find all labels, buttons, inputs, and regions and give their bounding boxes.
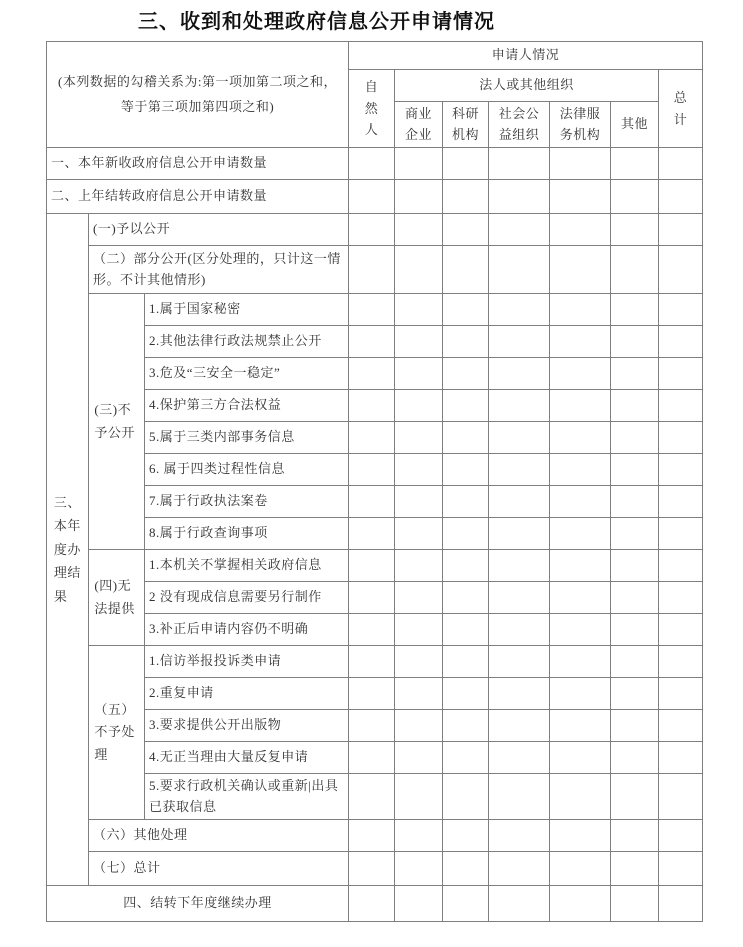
note-line-1: (本列数据的勾稽关系为:第一项加第二项之和， xyxy=(58,73,337,89)
data-cell xyxy=(443,358,489,390)
data-cell xyxy=(395,518,443,550)
data-cell xyxy=(550,678,611,710)
data-cell xyxy=(443,646,489,678)
row-label-granted: (一)予以公开 xyxy=(89,214,349,246)
data-cell xyxy=(349,550,395,582)
data-cell xyxy=(443,550,489,582)
data-cell xyxy=(489,390,550,422)
data-cell xyxy=(395,742,443,774)
data-cell xyxy=(395,582,443,614)
note-cell xyxy=(47,42,349,148)
data-cell xyxy=(659,582,703,614)
data-cell xyxy=(443,246,489,294)
data-cell xyxy=(395,614,443,646)
table-row xyxy=(47,486,703,518)
data-cell xyxy=(550,820,611,852)
data-cell xyxy=(659,246,703,294)
table-row xyxy=(47,246,703,294)
table-row xyxy=(47,180,703,214)
table-row xyxy=(47,454,703,486)
data-cell xyxy=(550,646,611,678)
data-cell xyxy=(489,582,550,614)
data-cell xyxy=(611,742,659,774)
data-cell xyxy=(489,358,550,390)
table-row xyxy=(47,294,703,326)
data-cell xyxy=(611,886,659,922)
data-cell xyxy=(443,390,489,422)
data-cell xyxy=(611,678,659,710)
data-cell xyxy=(349,710,395,742)
row-label-unable-item: 1.本机关不掌握相关政府信息 xyxy=(145,550,349,582)
data-cell xyxy=(489,454,550,486)
data-cell xyxy=(349,678,395,710)
data-cell xyxy=(611,214,659,246)
data-cell xyxy=(611,358,659,390)
data-cell xyxy=(349,422,395,454)
data-cell xyxy=(550,614,611,646)
data-cell xyxy=(659,358,703,390)
data-cell xyxy=(550,454,611,486)
data-cell xyxy=(550,550,611,582)
data-cell xyxy=(349,454,395,486)
row-label-subtotal: （七）总计 xyxy=(89,852,349,886)
data-cell xyxy=(489,886,550,922)
data-cell xyxy=(349,486,395,518)
data-cell xyxy=(550,710,611,742)
col-header-applicant-status: 申请人情况 xyxy=(349,42,703,70)
data-cell xyxy=(611,710,659,742)
data-cell xyxy=(349,326,395,358)
data-cell xyxy=(550,742,611,774)
data-cell xyxy=(349,852,395,886)
data-cell xyxy=(611,852,659,886)
row-label-unable-item: 3.补正后申请内容仍不明确 xyxy=(145,614,349,646)
data-cell xyxy=(443,886,489,922)
data-cell xyxy=(659,422,703,454)
data-cell xyxy=(550,582,611,614)
data-cell xyxy=(443,294,489,326)
data-cell xyxy=(443,518,489,550)
data-cell xyxy=(443,742,489,774)
data-cell xyxy=(550,390,611,422)
data-cell xyxy=(489,820,550,852)
data-cell xyxy=(349,246,395,294)
data-cell xyxy=(550,486,611,518)
row-label-refused-item: 6. 属于四类过程性信息 xyxy=(145,454,349,486)
group-label-refused: (三)不予公开 xyxy=(89,294,145,550)
data-cell xyxy=(611,646,659,678)
col-header-commercial-enterprise: 商业企业 xyxy=(395,102,443,148)
row-label-not-processed-item: 5.要求行政机关确认或重新|出具已获取信息 xyxy=(145,774,349,820)
data-cell xyxy=(611,550,659,582)
data-cell xyxy=(489,214,550,246)
data-cell xyxy=(659,518,703,550)
table-row xyxy=(47,646,703,678)
data-cell xyxy=(349,390,395,422)
table-row xyxy=(47,614,703,646)
data-cell xyxy=(489,294,550,326)
data-cell xyxy=(489,710,550,742)
data-cell xyxy=(550,358,611,390)
data-cell xyxy=(659,710,703,742)
data-cell xyxy=(550,774,611,820)
data-cell xyxy=(349,294,395,326)
data-cell xyxy=(443,486,489,518)
data-cell xyxy=(611,326,659,358)
table-row xyxy=(47,214,703,246)
data-cell xyxy=(659,550,703,582)
data-cell xyxy=(395,390,443,422)
row-label-not-processed-item: 4.无正当理由大量反复申请 xyxy=(145,742,349,774)
data-cell xyxy=(550,294,611,326)
data-cell xyxy=(550,422,611,454)
data-cell xyxy=(489,774,550,820)
data-cell xyxy=(659,820,703,852)
data-cell xyxy=(443,214,489,246)
row-label-carried-over: 二、上年结转政府信息公开申请数量 xyxy=(47,180,349,214)
data-cell xyxy=(443,820,489,852)
data-cell xyxy=(443,852,489,886)
data-cell xyxy=(659,148,703,180)
data-cell xyxy=(659,326,703,358)
data-cell xyxy=(489,550,550,582)
data-cell xyxy=(611,180,659,214)
data-cell xyxy=(349,180,395,214)
data-cell xyxy=(489,180,550,214)
data-cell xyxy=(395,646,443,678)
data-cell xyxy=(611,582,659,614)
row-label-refused-item: 1.属于国家秘密 xyxy=(145,294,349,326)
data-cell xyxy=(659,742,703,774)
col-header-natural-person: 自然人 xyxy=(349,70,395,148)
table-row xyxy=(47,774,703,820)
data-cell xyxy=(349,358,395,390)
data-cell xyxy=(659,678,703,710)
data-cell xyxy=(659,886,703,922)
row-label-refused-item: 8.属于行政查询事项 xyxy=(145,518,349,550)
data-cell xyxy=(550,148,611,180)
col-header-total: 总计 xyxy=(659,70,703,148)
col-header-legal-or-other-org: 法人或其他组织 xyxy=(395,70,659,102)
row-label-other-handling: （六）其他处理 xyxy=(89,820,349,852)
col-header-other: 其他 xyxy=(611,102,659,148)
row-label-refused-item: 4.保护第三方合法权益 xyxy=(145,390,349,422)
data-cell xyxy=(443,678,489,710)
header-row-1 xyxy=(47,42,703,70)
table-row xyxy=(47,820,703,852)
table-row xyxy=(47,852,703,886)
data-cell xyxy=(395,246,443,294)
data-cell xyxy=(395,550,443,582)
data-cell xyxy=(443,422,489,454)
col-header-research-institution: 科研机构 xyxy=(443,102,489,148)
note-line-2: 等于第三项加第四项之和) xyxy=(120,98,275,114)
data-cell xyxy=(611,246,659,294)
data-cell xyxy=(489,148,550,180)
data-cell xyxy=(395,886,443,922)
data-cell xyxy=(349,774,395,820)
data-cell xyxy=(395,486,443,518)
data-cell xyxy=(349,214,395,246)
row-label-new-received: 一、本年新收政府信息公开申请数量 xyxy=(47,148,349,180)
data-cell xyxy=(349,582,395,614)
data-cell xyxy=(611,774,659,820)
data-cell xyxy=(489,614,550,646)
data-cell xyxy=(611,518,659,550)
data-cell xyxy=(550,214,611,246)
data-cell xyxy=(659,180,703,214)
data-cell xyxy=(443,454,489,486)
table-row xyxy=(47,582,703,614)
data-cell xyxy=(550,518,611,550)
table-row xyxy=(47,358,703,390)
table-row xyxy=(47,742,703,774)
data-cell xyxy=(395,454,443,486)
data-cell xyxy=(659,774,703,820)
row-label-refused-item: 3.危及“三安全一稳定” xyxy=(145,358,349,390)
data-cell xyxy=(489,852,550,886)
table-row xyxy=(47,550,703,582)
data-cell xyxy=(659,390,703,422)
data-cell xyxy=(395,294,443,326)
data-cell xyxy=(550,326,611,358)
data-cell xyxy=(611,294,659,326)
table-row xyxy=(47,518,703,550)
data-cell xyxy=(611,486,659,518)
col-header-public-welfare-org: 社会公益组织 xyxy=(489,102,550,148)
table-row xyxy=(47,886,703,922)
data-cell xyxy=(349,518,395,550)
data-cell xyxy=(550,180,611,214)
data-cell xyxy=(395,820,443,852)
data-cell xyxy=(489,246,550,294)
data-cell xyxy=(611,422,659,454)
table-row xyxy=(47,710,703,742)
data-cell xyxy=(489,742,550,774)
data-cell xyxy=(349,148,395,180)
row-label-refused-item: 5.属于三类内部事务信息 xyxy=(145,422,349,454)
data-cell xyxy=(659,214,703,246)
data-cell xyxy=(443,148,489,180)
report-table xyxy=(46,41,703,922)
data-cell xyxy=(659,454,703,486)
row-label-refused-item: 7.属于行政执法案卷 xyxy=(145,486,349,518)
data-cell xyxy=(443,326,489,358)
row-label-not-processed-item: 3.要求提供公开出版物 xyxy=(145,710,349,742)
data-cell xyxy=(659,852,703,886)
data-cell xyxy=(395,710,443,742)
data-cell xyxy=(395,852,443,886)
data-cell xyxy=(659,646,703,678)
row-label-not-processed-item: 2.重复申请 xyxy=(145,678,349,710)
data-cell xyxy=(550,246,611,294)
data-cell xyxy=(395,180,443,214)
data-cell xyxy=(659,294,703,326)
data-cell xyxy=(611,820,659,852)
group-label-not-processed: （五）不予处理 xyxy=(89,646,145,820)
table-row xyxy=(47,422,703,454)
data-cell xyxy=(443,614,489,646)
data-cell xyxy=(395,148,443,180)
data-cell xyxy=(395,326,443,358)
data-cell xyxy=(395,678,443,710)
data-cell xyxy=(443,774,489,820)
section3-label: 三、本年度办理结果 xyxy=(47,214,89,886)
data-cell xyxy=(349,886,395,922)
table-row xyxy=(47,678,703,710)
page-title: 三、收到和处理政府信息公开申请情况 xyxy=(138,11,495,33)
row-label-partial: （二）部分公开(区分处理的，只计这一情形。不计其他情形) xyxy=(89,246,349,294)
data-cell xyxy=(611,148,659,180)
data-cell xyxy=(349,646,395,678)
col-header-legal-service-org: 法律服务机构 xyxy=(550,102,611,148)
data-cell xyxy=(611,454,659,486)
row-label-next-year: 四、结转下年度继续办理 xyxy=(47,886,349,922)
data-cell xyxy=(489,646,550,678)
table-row xyxy=(47,148,703,180)
row-label-refused-item: 2.其他法律行政法规禁止公开 xyxy=(145,326,349,358)
data-cell xyxy=(349,820,395,852)
data-cell xyxy=(550,852,611,886)
data-cell xyxy=(349,614,395,646)
data-cell xyxy=(611,614,659,646)
data-cell xyxy=(550,886,611,922)
data-cell xyxy=(395,422,443,454)
data-cell xyxy=(611,390,659,422)
data-cell xyxy=(443,710,489,742)
data-cell xyxy=(489,518,550,550)
data-cell xyxy=(489,486,550,518)
table-row xyxy=(47,390,703,422)
data-cell xyxy=(395,358,443,390)
data-cell xyxy=(349,742,395,774)
row-label-unable-item: 2 没有现成信息需要另行制作 xyxy=(145,582,349,614)
data-cell xyxy=(659,614,703,646)
table-row xyxy=(47,326,703,358)
data-cell xyxy=(395,214,443,246)
data-cell xyxy=(489,678,550,710)
data-cell xyxy=(489,422,550,454)
data-cell xyxy=(659,486,703,518)
data-cell xyxy=(489,326,550,358)
row-label-not-processed-item: 1.信访举报投诉类申请 xyxy=(145,646,349,678)
data-cell xyxy=(395,774,443,820)
data-cell xyxy=(443,582,489,614)
group-label-unable: (四)无法提供 xyxy=(89,550,145,646)
data-cell xyxy=(443,180,489,214)
